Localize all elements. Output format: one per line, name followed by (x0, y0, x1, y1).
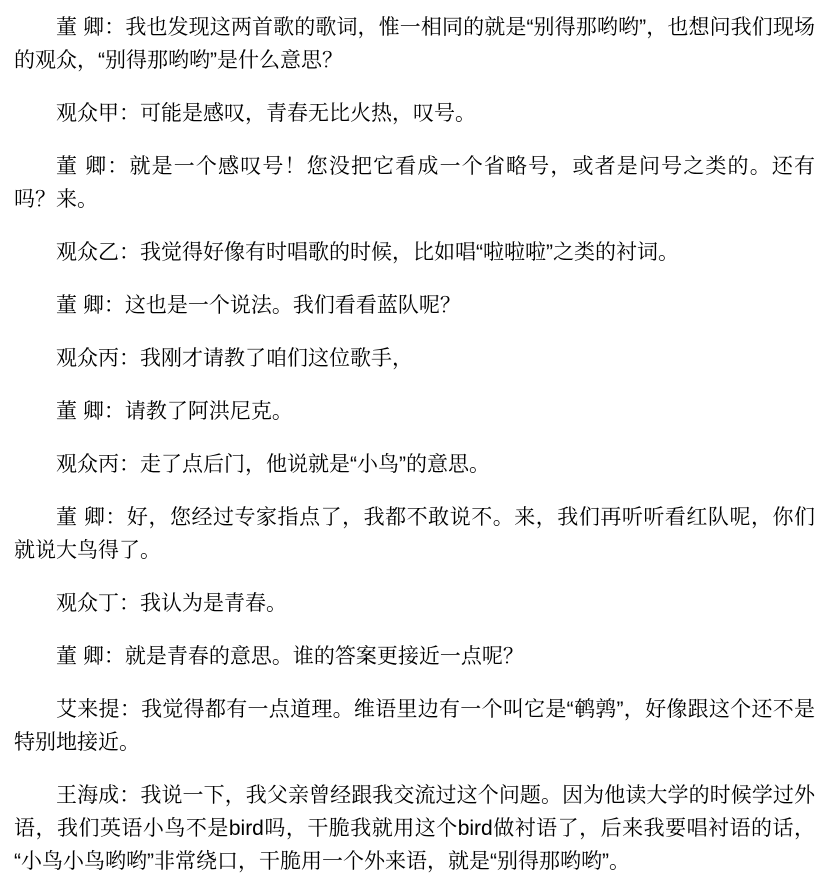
speaker-separator: ： (119, 241, 140, 264)
dialogue-text: 请教了阿洪尼克。 (124, 400, 293, 423)
transcript-paragraph (14, 501, 815, 567)
dialogue-text: 就是青春的意思。谁的答案更接近一点呢？ (124, 645, 524, 668)
speaker-name: 董 卿 (56, 16, 105, 39)
speaker-separator: ： (103, 294, 125, 317)
speaker-separator: ： (105, 506, 127, 529)
dialogue-text: 我也发现这两首歌的歌词，惟一相同的就是“别得那哟哟”，也想问我们现场的观众，“别得那哟哟”是什么意思？ (14, 16, 816, 72)
dialogue-text: 就是一个感叹号！您没把它看成一个省略号，或者是问号之类的。还有吗？来。 (14, 155, 815, 211)
speaker-name: 董 卿 (56, 645, 104, 668)
speaker-separator: ： (119, 453, 140, 476)
dialogue-text: 我觉得好像有时唱歌的时候，比如唱“啦啦啦”之类的衬词。 (140, 241, 679, 264)
speaker-separator: ： (119, 784, 141, 807)
transcript-paragraph (14, 11, 815, 77)
transcript-paragraph (14, 150, 815, 216)
dialogue-text: 好，您经过专家指点了，我都不敢说不。来，我们再听听看红队呢，你们就说大鸟得了。 (14, 506, 816, 562)
speaker-name: 董 卿 (56, 400, 104, 423)
speaker-separator: ： (103, 400, 125, 423)
speaker-name: 观众丁 (56, 592, 119, 615)
dialogue-text: 我说一下，我父亲曾经跟我交流过这个问题。因为他读大学的时候学过外语，我们英语小鸟不是bird吗，干脆我就用这个bird做衬语了，后来我要唱衬语的话，“小鸟小鸟哟哟”非常绕口，干脆用一个外来语，就是“别得那哟哟”。 (14, 784, 816, 873)
speaker-name: 观众乙 (56, 241, 119, 264)
speaker-name: 董 卿 (56, 294, 104, 317)
transcript-paragraph (14, 236, 815, 269)
transcript-paragraph (14, 97, 815, 130)
dialogue-text: 我刚才请教了咱们这位歌手， (140, 347, 413, 370)
dialogue-text: 我认为是青春。 (140, 592, 287, 615)
speaker-name: 观众丙 (56, 347, 119, 370)
transcript-paragraph (14, 587, 815, 620)
transcript-paragraph (14, 693, 815, 759)
dialogue-text: 这也是一个说法。我们看看蓝队呢？ (124, 294, 461, 317)
transcript-paragraph (14, 448, 815, 481)
speaker-name: 王海成 (56, 784, 120, 807)
transcript-paragraph (14, 342, 815, 375)
speaker-separator: ： (103, 645, 125, 668)
speaker-name: 观众丙 (56, 453, 119, 476)
transcript-paragraph (14, 395, 815, 428)
dialogue-text: 可能是感叹，青春无比火热，叹号。 (140, 102, 476, 125)
transcript-paragraph (14, 289, 815, 322)
speaker-separator: ： (119, 592, 140, 615)
speaker-name: 艾来提 (56, 698, 120, 721)
speaker-separator: ： (119, 347, 140, 370)
speaker-separator: ： (107, 155, 130, 178)
transcript-paragraph (14, 640, 815, 673)
speaker-name: 董 卿 (56, 155, 108, 178)
speaker-name: 观众甲 (56, 102, 119, 125)
speaker-name: 董 卿 (56, 506, 106, 529)
dialogue-text: 走了点后门，他说就是“小鸟”的意思。 (140, 453, 490, 476)
speaker-separator: ： (119, 698, 142, 721)
speaker-separator: ： (104, 16, 126, 39)
dialogue-text: 我觉得都有一点道理。维语里边有一个叫它是“鹌鹑”，好像跟这个还不是特别地接近。 (14, 698, 816, 754)
speaker-separator: ： (119, 102, 140, 125)
transcript-paragraph (14, 779, 815, 878)
